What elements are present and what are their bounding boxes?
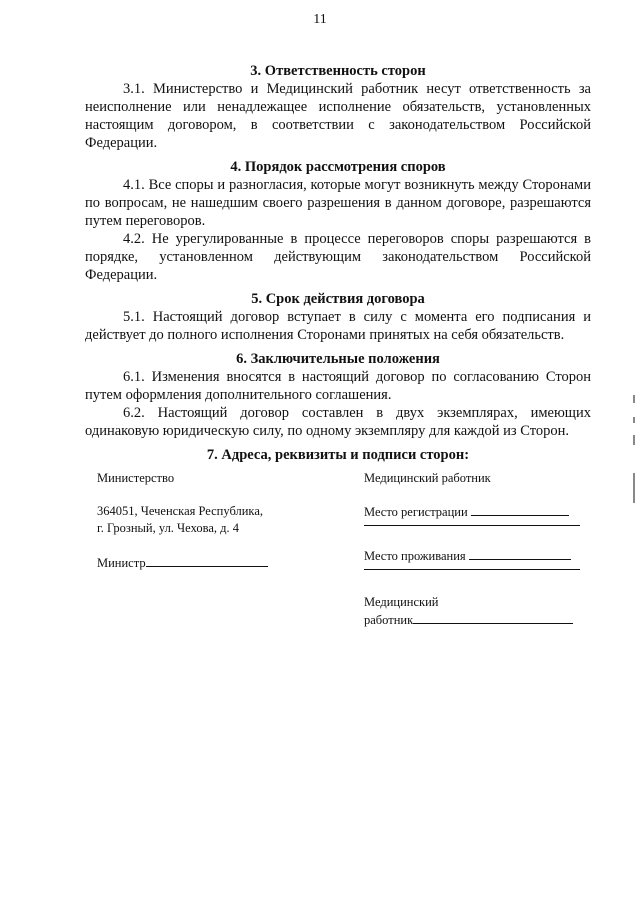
worker-registration-line-2-wrap <box>364 519 580 526</box>
clause-4-2: 4.2. Не урегулированные в процессе переговоров споры разрешаются в порядке, установленном действующим законодательством Российской Федерации. <box>85 231 591 283</box>
worker-residence-line[interactable] <box>469 547 571 560</box>
contract-body <box>85 62 591 464</box>
scan-mark <box>633 473 635 503</box>
party-ministry-title: Министерство <box>97 471 175 485</box>
section-term <box>85 290 591 344</box>
ministry-address-line1: 364051, Чеченская Республика, <box>97 504 263 518</box>
scan-mark <box>633 435 635 445</box>
worker-registration-line-2[interactable] <box>364 519 580 526</box>
worker-signature-line[interactable] <box>413 611 573 624</box>
worker-signature-label-line1: Медицинский <box>364 595 439 609</box>
worker-registration-label: Место регистрации <box>364 505 468 519</box>
section-heading-disputes: 4. Порядок рассмотрения споров <box>230 159 446 175</box>
clause-3-1: 3.1. Министерство и Медицинский работник несут ответственность за неисполнение или ненадлежащее исполнение обязательств, установленных настоящим договором, в соответствии с законодательством Российской Федерации. <box>85 81 591 151</box>
ministry-signature-label: Министр <box>97 556 146 570</box>
section-final-provisions <box>85 350 591 440</box>
section-heading-final-provisions: 6. Заключительные положения <box>236 351 440 367</box>
section-addresses <box>85 446 591 464</box>
section-heading-addresses: 7. Адреса, реквизиты и подписи сторон: <box>206 447 470 463</box>
scan-binding-marks <box>631 395 637 505</box>
scan-mark <box>633 417 635 423</box>
page-number: 11 <box>313 12 327 27</box>
worker-residence-line-2[interactable] <box>364 563 580 570</box>
clause-4-1: 4.1. Все споры и разногласия, которые могут возникнуть между Сторонами по вопросам, не нашедшим своего разрешения в данном договоре, разрешаются путем переговоров. <box>85 177 591 229</box>
scan-mark <box>633 395 635 403</box>
ministry-signature-row <box>97 554 268 572</box>
parties-block <box>0 470 640 670</box>
section-disputes <box>85 158 591 284</box>
ministry-address-line2: г. Грозный, ул. Чехова, д. 4 <box>97 521 239 535</box>
section-heading-term: 5. Срок действия договора <box>251 291 425 307</box>
worker-signature-row <box>364 611 573 629</box>
worker-residence-line-2-wrap <box>364 563 580 570</box>
party-worker-title: Медицинский работник <box>364 471 491 485</box>
ministry-signature-line[interactable] <box>146 554 268 567</box>
section-heading-liability: 3. Ответственность сторон <box>250 63 426 79</box>
clause-5-1: 5.1. Настоящий договор вступает в силу с момента его подписания и действует до полного исполнения Сторонами принятых на себя обязательств. <box>85 309 591 343</box>
worker-registration-line[interactable] <box>471 503 569 516</box>
clause-6-2: 6.2. Настоящий договор составлен в двух экземплярах, имеющих одинаковую юридическую силу, по одному экземпляру для каждой из Сторон. <box>85 405 591 439</box>
clause-6-1: 6.1. Изменения вносятся в настоящий договор по согласованию Сторон путем оформления дополнительного соглашения. <box>85 369 591 403</box>
worker-signature-label-line2: работник <box>364 613 414 627</box>
section-liability <box>85 62 591 152</box>
worker-residence-label: Место проживания <box>364 549 466 563</box>
